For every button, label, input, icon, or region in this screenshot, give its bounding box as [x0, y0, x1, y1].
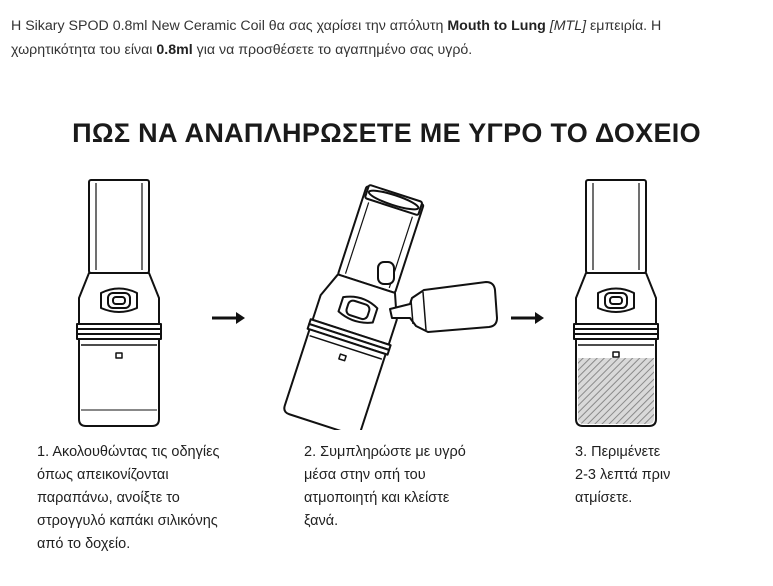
- step-1-line: στρογγυλό καπάκι σιλικόνης: [37, 513, 218, 529]
- step-3-line: 3. Περιμένετε: [575, 444, 661, 460]
- step-2-line: 2. Συμπληρώστε με υγρό: [304, 444, 466, 460]
- step-2-line: μέσα στην οπή του: [304, 467, 426, 483]
- pod-closed-icon: [77, 180, 161, 426]
- intro-text-3: χωρητικότητα του είναι: [11, 42, 157, 58]
- step-1-line: 1. Ακολουθώντας τις οδηγίες: [37, 444, 220, 460]
- step-3-line: ατμίσετε.: [575, 490, 633, 506]
- intro-text-4: για να προσθέσετε το αγαπημένο σας υγρό.: [192, 42, 473, 58]
- step-1-line: παραπάνω, ανοίξτε το: [37, 490, 180, 506]
- page-title: ΠΩΣ ΝΑ ΑΝΑΠΛΗΡΩΣΕΤΕ ΜΕ ΥΓΡΟ ΤΟ ΔΟΧΕΙΟ: [72, 118, 701, 148]
- intro-text-2: εμπειρία. Η: [586, 18, 662, 34]
- refill-illustration: [0, 165, 773, 430]
- intro-paragraph: [11, 14, 761, 62]
- step-1-line: όπως απεικονίζονται: [37, 467, 169, 483]
- step-2-line: ξανά.: [304, 513, 339, 529]
- step-3-line: 2-3 λεπτά πριν: [575, 467, 671, 483]
- step-3-text: [575, 441, 725, 510]
- step-2-line: ατμοποιητή και κλείστε: [304, 490, 450, 506]
- pod-open-filling-icon: [281, 180, 497, 430]
- step-1-text: [37, 441, 267, 556]
- intro-bold-mtl: Mouth to Lung: [447, 18, 546, 34]
- intro-bold-capacity: 0.8ml: [156, 42, 193, 58]
- pod-filled-icon: [574, 180, 658, 426]
- intro-italic-mtl: [MTL]: [549, 18, 587, 34]
- step-1-line: από το δοχείο.: [37, 536, 131, 552]
- arrow-right-icon: [511, 312, 544, 324]
- step-2-text: [304, 441, 514, 533]
- intro-text-1: Η Sikary SPOD 0.8ml New Ceramic Coil θα σας χαρίσει την απόλυτη: [11, 18, 448, 34]
- arrow-right-icon: [212, 312, 245, 324]
